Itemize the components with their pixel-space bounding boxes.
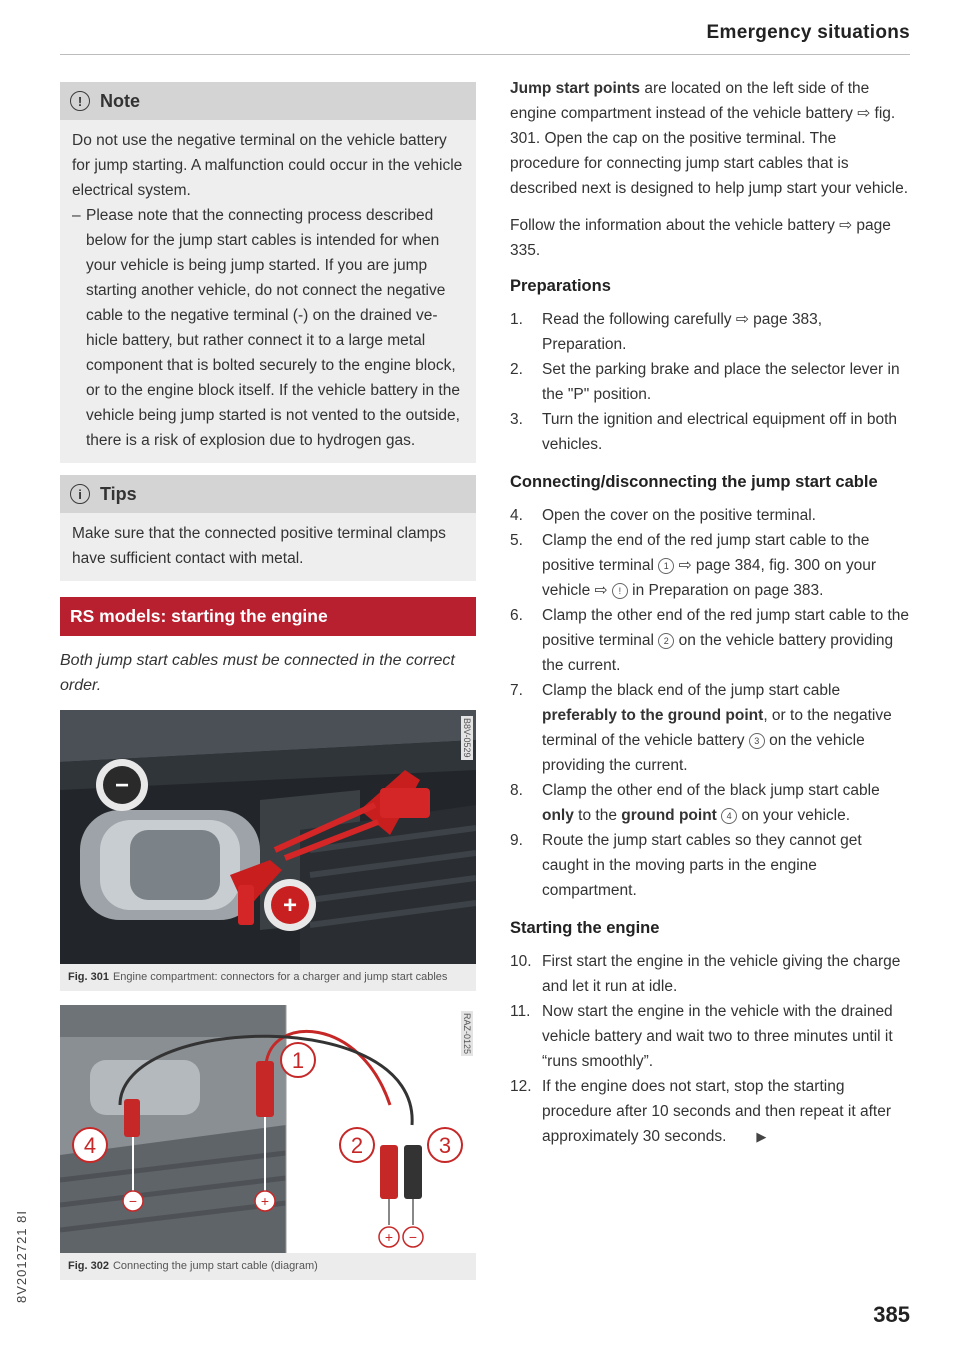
step-2: [510, 357, 910, 407]
figure-code: B8V-0529: [462, 718, 472, 758]
note-title: Note: [100, 90, 140, 111]
fig302-terminal-plus: +: [260, 1193, 270, 1209]
step-8-text-a: Clamp the other end of the black jump start cable: [542, 782, 880, 799]
figure-302-caption: [60, 1253, 476, 1280]
fig302-other-minus: −: [408, 1229, 418, 1245]
step-text: Now start the engine in the vehicle with the drained vehicle battery and wait two to three minutes until it “runs smoothly”.: [542, 1003, 893, 1070]
callout-4: 4: [721, 808, 737, 824]
figure-302-caption-text: Connecting the jump start cable (diagram): [112, 1260, 318, 1272]
tips-box: [60, 475, 476, 581]
figure-301-engine-photo: [60, 710, 476, 964]
step-11: [510, 999, 910, 1074]
ground-point-emphasis: preferably to the ground point: [542, 707, 764, 724]
figure-301-caption-text: Engine compartment: connectors for a charger and jump start cables: [112, 971, 448, 983]
step-7-text-a: Clamp the black end of the jump start cable: [542, 682, 841, 699]
figure-302-diagram: [60, 1005, 476, 1253]
page-header-title: Emergency situations: [706, 22, 910, 43]
step-6: [510, 603, 910, 678]
note-body: [60, 120, 476, 463]
step-3: [510, 407, 910, 457]
fig302-label-3: 3: [438, 1133, 452, 1158]
step-text: [542, 678, 910, 778]
step-5-text-a: Clamp the end of the red jump start cable to the positive terminal: [542, 532, 870, 574]
step-number: 9.: [510, 832, 523, 849]
note-header: [60, 82, 476, 120]
starting-heading: Starting the engine: [510, 919, 660, 937]
step-8-text-d: on your vehicle.: [737, 807, 851, 824]
note-box: [60, 82, 476, 463]
section-intro: Both jump start cables must be connected in the correct order.: [60, 652, 455, 694]
fig301-label-plus: +: [282, 892, 298, 919]
jump-start-points-term: Jump start points: [510, 80, 641, 97]
note-bullet-text: Please note that the connecting process described below for the jump start cables is intended for when your vehicle is being jump started. If you are jump starting another vehicle, do not connect the negative cable to the negative terminal (-) on the drained vehicle battery, but rather connect it to a large metal component that is bolted securely to the engine block, or to the engine block itself. If the vehicle battery in the vehicle being jump started is not vented to the outside, there is a risk of explosion due to hydrogen gas.: [86, 207, 460, 449]
note-text: Do not use the negative terminal on the vehicle battery for jump starting. A malfunction could occur in the vehicle electrical system.: [72, 132, 463, 199]
step-10: [510, 949, 910, 999]
fig301-label-minus: −: [114, 772, 130, 799]
step-12: [510, 1074, 910, 1149]
step-7: [510, 678, 910, 778]
step-6-text-a: Clamp the other end of the red jump start cable to the positive terminal: [542, 607, 910, 649]
ground-point-emphasis: ground point: [621, 807, 717, 824]
fig302-other-plus: +: [384, 1229, 394, 1245]
note-bullet: [72, 203, 464, 453]
page-number: 385: [873, 1302, 910, 1327]
left-column: [60, 82, 476, 1280]
step-number: 12.: [510, 1078, 532, 1095]
step-number: 10.: [510, 953, 532, 970]
step-number: 6.: [510, 607, 523, 624]
bullet-dash: –: [72, 207, 81, 224]
fig302-ground-minus: −: [128, 1193, 138, 1209]
callout-3: 3: [749, 733, 765, 749]
step-9: [510, 828, 910, 903]
step-text: [542, 603, 910, 678]
step-7-text-d: on the vehicle providing the current.: [542, 732, 865, 774]
step-1: [510, 307, 910, 357]
figure-302-number: Fig. 302: [68, 1260, 109, 1272]
intro-text: are located on the left side of the engine compartment instead of the vehicle battery ⇨ fig. 301. Open the cap on the positive terminal. The procedure for connecting jump start cables that is described next is designed to help jump start your vehicle.: [510, 80, 909, 197]
step-text: [542, 528, 910, 603]
warning-callout-icon: !: [612, 583, 628, 599]
right-column: [510, 76, 910, 1149]
engine-compartment-illustration: [60, 710, 476, 964]
connecting-heading: Connecting/disconnecting the jump start cable: [510, 473, 878, 491]
fig302-label-2: 2: [350, 1133, 364, 1158]
step-number: 8.: [510, 782, 523, 799]
step-8: [510, 778, 910, 828]
step-text: [542, 1074, 910, 1149]
jump-start-diagram: [60, 1005, 476, 1253]
info-icon: i: [70, 484, 90, 504]
step-5-text-d: in Preparation on page 383.: [627, 582, 824, 599]
callout-2: 2: [658, 633, 674, 649]
step-number: 11.: [510, 1003, 531, 1020]
step-number: 3.: [510, 411, 523, 428]
figure-301-caption: [60, 964, 476, 991]
step-number: 1.: [510, 311, 523, 328]
document-code: 8V2012721 8I: [14, 1210, 29, 1303]
step-5-text-b: ⇨ page 384, fig. 300 on your vehicle ⇨: [542, 557, 877, 599]
step-4: [510, 503, 910, 528]
step-number: 4.: [510, 507, 523, 524]
step-number: 5.: [510, 532, 523, 549]
step-text: Read the following carefully ⇨ page 383, Preparation.: [542, 311, 823, 353]
tips-title: Tips: [100, 483, 137, 504]
preparations-heading: Preparations: [510, 277, 611, 295]
step-number: 7.: [510, 682, 523, 699]
note-warning-icon: !: [70, 91, 90, 111]
figure-301-number: Fig. 301: [68, 971, 109, 983]
step-7-text-b: , or to the negative terminal of the vehicle battery: [542, 707, 892, 749]
battery-reference: Follow the information about the vehicle battery ⇨ page 335.: [510, 217, 891, 259]
step-5: [510, 528, 910, 603]
callout-1: 1: [658, 558, 674, 574]
section-heading: RS models: starting the engine: [60, 597, 476, 636]
step-number: 2.: [510, 361, 523, 378]
tips-body: Make sure that the connected positive terminal clamps have sufficient contact with metal.: [60, 513, 476, 581]
step-text: Route the jump start cables so they cannot get caught in the moving parts in the engine compartment.: [542, 832, 862, 899]
fig302-label-4: 4: [83, 1133, 97, 1158]
step-text: Turn the ignition and electrical equipment off in both vehicles.: [542, 411, 898, 453]
header-divider: [60, 54, 910, 55]
only-emphasis: only: [542, 807, 574, 824]
fig302-label-1: 1: [291, 1048, 305, 1073]
step-text: Open the cover on the positive terminal.: [542, 507, 816, 524]
figure-code: RAZ-0125: [462, 1013, 472, 1055]
step-12-text: If the engine does not start, stop the starting procedure after 10 seconds and then repeat it after approximately 30 seconds.: [542, 1078, 891, 1145]
step-text: [542, 778, 910, 828]
continue-arrow-icon: ▶: [756, 1129, 767, 1144]
step-text: First start the engine in the vehicle giving the charge and let it run at idle.: [542, 953, 901, 995]
tips-header: [60, 475, 476, 513]
step-text: Set the parking brake and place the selector lever in the "P" position.: [542, 361, 900, 403]
intro-paragraph: [510, 76, 910, 201]
step-8-text-b: to the: [573, 807, 622, 824]
step-6-text-b: on the vehicle battery providing the current.: [542, 632, 894, 674]
